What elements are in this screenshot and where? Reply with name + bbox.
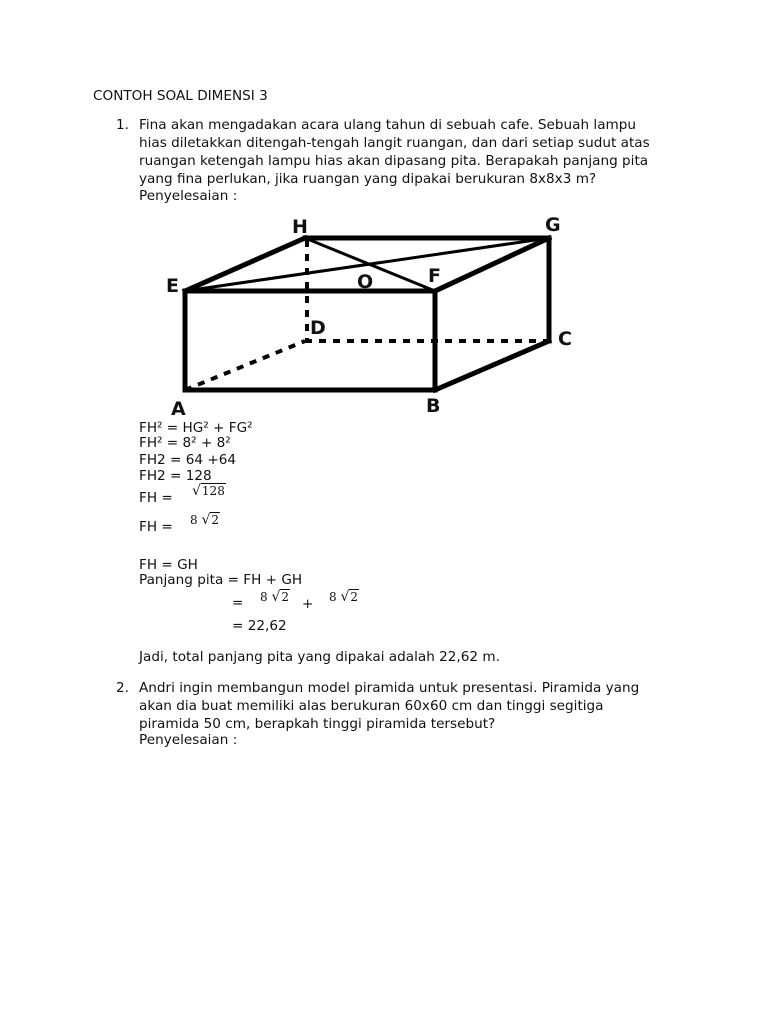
q1-line: yang fina perlukan, jika ruangan yang dipakai berukuran 8x8x3 m? (139, 171, 597, 187)
fh-equals-gh: FH = GH (139, 557, 198, 573)
q1-line: ruangan ketengah lampu hias akan dipasang pita. Berapakah panjang pita (139, 153, 649, 169)
document-title: CONTOH SOAL DIMENSI 3 (93, 88, 268, 104)
label-F: F (428, 265, 441, 287)
q2-line: piramida 50 cm, berapkah tinggi piramida tersebut? (139, 716, 496, 732)
equals-sign: = (232, 595, 244, 611)
coefficient: 8 (329, 590, 337, 604)
edge-BC (435, 341, 549, 390)
label-E: E (166, 275, 179, 297)
label-H: H (292, 216, 308, 238)
step-line: FH² = 8² + 8² (139, 435, 231, 451)
coefficient: 8 (190, 513, 198, 527)
panjang-pita: Panjang pita = FH + GH (139, 572, 303, 588)
label-A: A (171, 398, 186, 420)
radicand: 128 (201, 484, 225, 498)
label-C: C (558, 328, 572, 350)
fh-label-2: FH = (139, 519, 173, 535)
eight-root-two: 8 √2 (190, 512, 220, 528)
step-line: FH2 = 64 +64 (139, 452, 237, 468)
hidden-edge-AD (185, 341, 305, 390)
step-line: FH² = HG² + FG² (139, 420, 253, 436)
term-1: 8 √2 (260, 589, 290, 605)
fh-label: FH = (139, 490, 173, 506)
result: = 22,62 (232, 618, 287, 634)
radicand: 2 (211, 513, 220, 527)
q2-number: 2. (116, 680, 129, 696)
conclusion: Jadi, total panjang pita yang dipakai adalah 22,62 m. (139, 649, 500, 665)
label-O: O (357, 271, 374, 293)
step-line: FH2 = 128 (139, 468, 212, 484)
radicand: 2 (281, 590, 290, 604)
q1-line: Fina akan mengadakan acara ulang tahun di sebuah cafe. Sebuah lampu (139, 117, 637, 133)
term-2: 8 √2 (329, 589, 359, 605)
plus-sign: + (302, 596, 314, 612)
label-D: D (310, 317, 326, 339)
coefficient: 8 (260, 590, 268, 604)
label-G: G (545, 214, 561, 236)
q2-penyelesaian: Penyelesaian : (139, 732, 238, 748)
q1-penyelesaian: Penyelesaian : (139, 188, 238, 204)
q2-line: Andri ingin membangun model piramida untuk presentasi. Piramida yang (139, 680, 640, 696)
q2-line: akan dia buat memiliki alas berukuran 60x60 cm dan tinggi segitiga (139, 698, 604, 714)
q1-number: 1. (116, 117, 129, 133)
q1-line: hias diletakkan ditengah-tengah langit ruangan, dan dari setiap sudut atas (139, 135, 650, 151)
radicand: 2 (350, 590, 359, 604)
label-B: B (426, 395, 441, 417)
sqrt-128: √128 (192, 483, 225, 499)
